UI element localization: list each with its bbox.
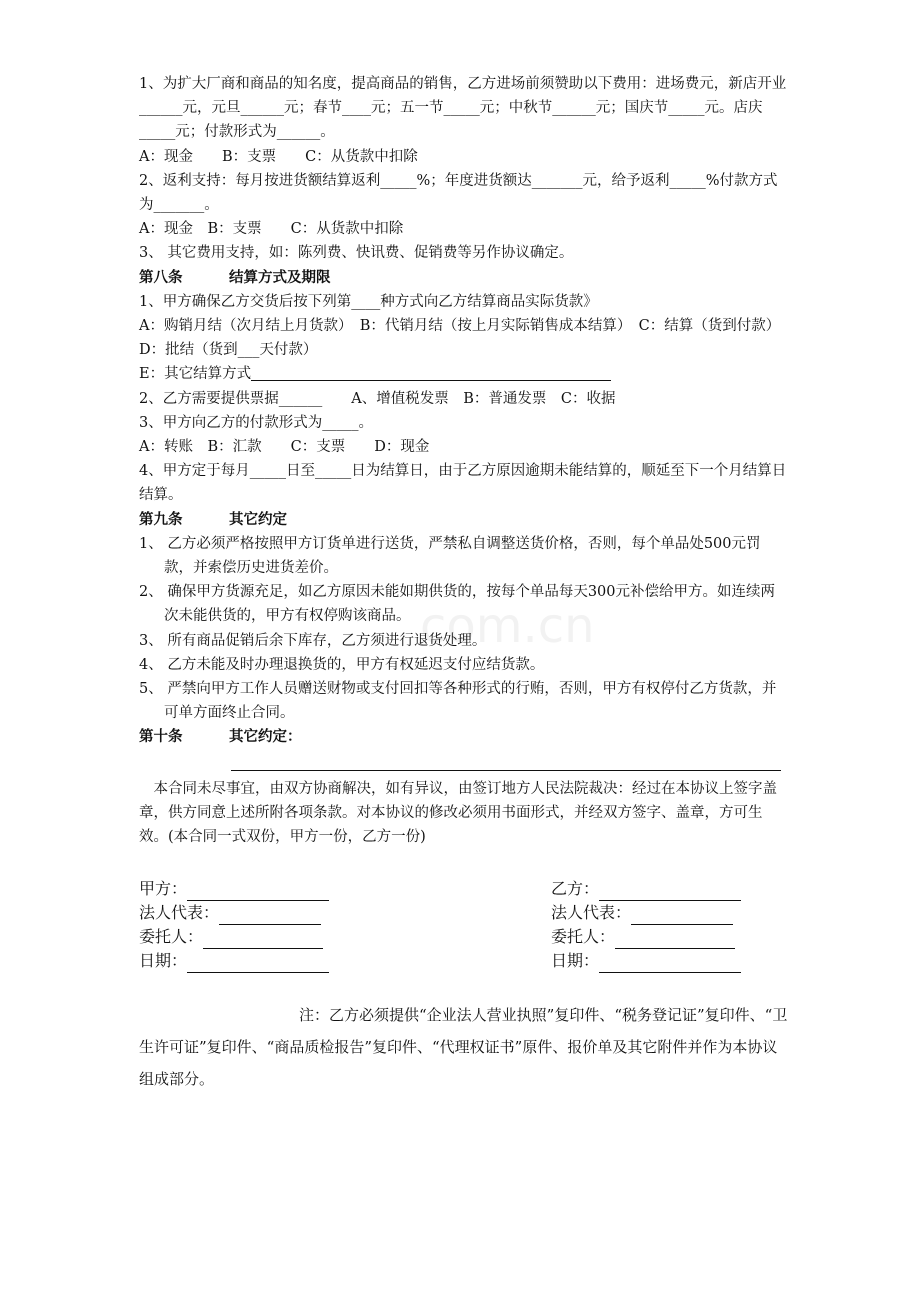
section9-item: 2、 确保甲方货源充足，如乙方原因未能如期供货的，按每个单品每天300元补偿给甲方。如连续两次未能供货的，甲方有权停购该商品。 [139,584,776,625]
section8-item3: 3、甲方向乙方的付款形式为_____。 [139,414,373,431]
party-b-blank [599,882,741,901]
party-a-label: 甲方： [139,879,188,899]
section8-heading-title: 结算方式及期限 [229,268,331,286]
contract-document [139,72,789,1095]
party-b-agent-label: 委托人： [551,927,616,947]
party-a-agent-line [139,925,339,949]
party-b-rep-blank [631,906,733,925]
party-a-blank [187,882,329,901]
other-settlement-blank [251,364,611,381]
party-b-line [551,877,751,901]
section8-item3-options: A：转账 B：汇款 C：支票 D：现金 [139,439,430,456]
watermark: com.cn [420,598,595,654]
party-a-date-label: 日期： [139,951,188,971]
section9-item: 3、 所有商品促销后余下库存，乙方须进行退货处理。 [139,632,487,649]
party-a-date-blank [187,954,329,973]
party-a-date-line [139,949,339,973]
section7-item3: 3、 其它费用支持，如：陈列费、快讯费、促销费等另作协议确定。 [139,245,574,262]
section9-item: 5、 严禁向甲方工作人员赠送财物或支付回扣等各种形式的行贿，否则，甲方有权停付乙方货款，并可单方面终止合同。 [139,681,777,722]
party-b-rep-label: 法人代表： [551,903,632,923]
signature-block [139,877,789,973]
section9-heading-title: 其它约定 [229,510,287,528]
section8-item-e-label: E：其它结算方式 [139,366,252,383]
section8-item4: 4、甲方定于每月_____日至_____日为结算日，由于乙方原因逾期未能结算的，顺延至下一个月结算日结算。 [139,463,787,504]
section9-heading-number: 第九条 [139,510,183,528]
party-b-agent-line [551,925,751,949]
party-a-rep-label: 法人代表： [139,903,220,923]
footnote: 注：乙方必须提供“企业法人营业执照”复印件、“税务登记证”复印件、“卫生许可证”复印件、“商品质检报告”复印件、“代理权证书”原件、报价单及其它附件并作为本协议组成部分。 [139,1006,788,1089]
section9-heading [139,508,789,532]
section8-heading-number: 第八条 [139,268,183,286]
party-a-agent-blank [203,930,323,949]
section7-item1-options: A：现金 B：支票 C：从货款中扣除 [139,148,418,165]
party-b-date-line [551,949,751,973]
party-a-rep-line [139,901,339,925]
party-b-date-label: 日期： [551,951,600,971]
other-agreement-line [231,750,781,771]
party-b-rep-line [551,901,751,925]
section8-item2: 2、乙方需要提供票据______ A、增值税发票 B：普通发票 C：收据 [139,390,616,407]
party-b-label: 乙方： [551,879,600,899]
party-b-signatures [551,877,751,973]
section8-item1-options: A：购销月结（次月结上月货款） B：代销月结（按上月实际销售成本结算） C：结算（货到付款） D：批结（货到___天付款） [139,318,788,359]
party-a-signatures [139,877,339,973]
section9-item: 4、 乙方未能及时办理退换货的，甲方有权延迟支付应结货款。 [139,656,545,673]
section10-heading-title: 其它约定： [229,728,302,746]
section7-item1: 1、为扩大厂商和商品的知名度，提高商品的销售，乙方进场前须赞助以下费用：进场费元，新店开业______元，元旦______元；春节____元；五一节_____元；中秋节______元；国庆节_____元。店庆_____元；付款形式为______。 [139,76,787,141]
party-a-line [139,877,339,901]
section8-heading [139,266,789,290]
section9-item: 1、 乙方必须严格按照甲方订货单进行送货，严禁私自调整送货价格，否则，每个单品处500元罚款，并索偿历史进货差价。 [139,535,761,577]
party-a-agent-label: 委托人： [139,927,204,947]
section8-item1: 1、甲方确保乙方交货后按下列第____种方式向乙方结算商品实际货款》 [139,293,598,310]
party-b-agent-blank [615,930,735,949]
section10-heading [139,725,789,749]
section7-item2: 2、返利支持：每月按进货额结算返利_____%；年度进货额达_______元，给予返利_____%付款方式为_______。 [139,172,778,214]
party-b-date-blank [599,954,741,973]
closing-paragraph: 本合同未尽事宜，由双方协商解决，如有异议，由签订地方人民法院裁决：经过在本协议上签字盖章，供方同意上述所附各项条款。对本协议的修改必须用书面形式，并经双方签字、盖章，方可生效。(本合同一式双份，甲方一份，乙方一份) [139,780,777,846]
section8-item-e [139,362,789,386]
section10-heading-number: 第十条 [139,728,183,746]
section7-item2-options: A：现金 B：支票 C：从货款中扣除 [139,221,404,238]
party-a-rep-blank [219,906,321,925]
